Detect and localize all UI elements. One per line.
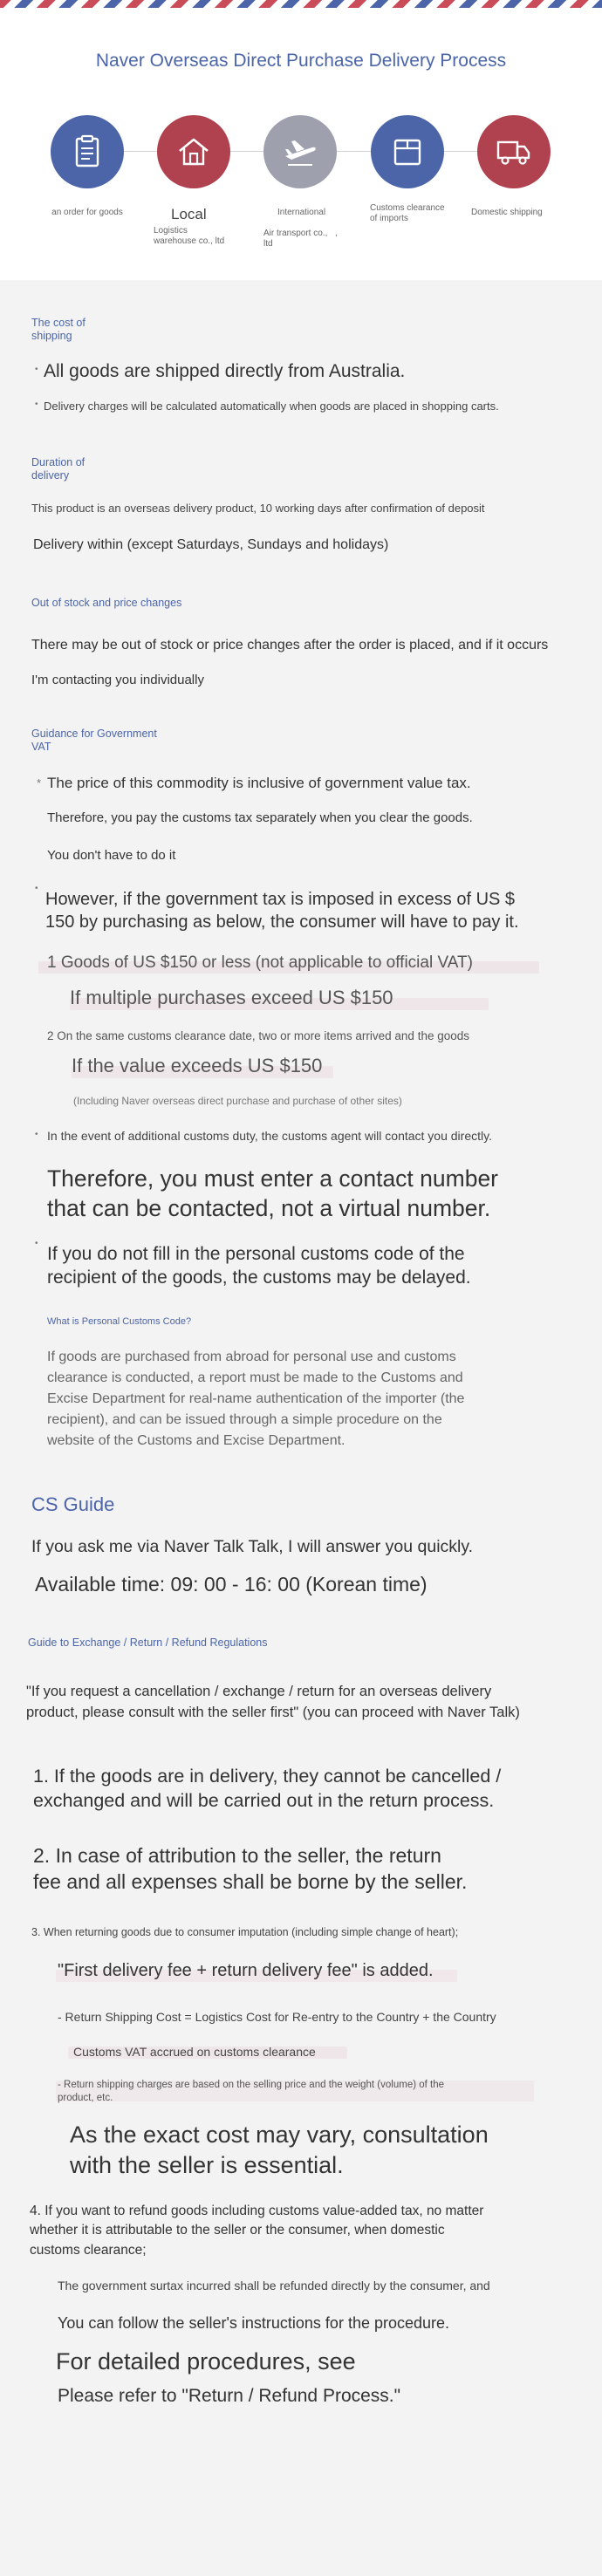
delivery-duration-title: Duration of delivery: [31, 456, 86, 482]
step-connector: [337, 151, 371, 152]
stock-changes-title: Out of stock and price changes: [31, 597, 182, 609]
return-rule-3: 3. When returning goods due to consumer imputation (including simple change of heart);: [31, 1926, 459, 1938]
step-order: [51, 115, 124, 188]
airplane-icon: [281, 133, 319, 171]
comma-mark: ,: [335, 229, 338, 238]
returns-title: Guide to Exchange / Return / Refund Regulations: [28, 1636, 268, 1649]
stock-changes-text: There may be out of stock or price changes after the order is placed, and if it occurs: [31, 638, 549, 653]
bullet-mark: •: [35, 365, 38, 374]
house-icon: [174, 133, 213, 171]
vat-item-1: 1 Goods of US $150 or less (not applicable to official VAT): [47, 953, 473, 972]
step-international: [263, 115, 337, 188]
bullet-mark: •: [35, 400, 38, 409]
step-domestic-shipping: [477, 115, 551, 188]
shipping-cost-title: The cost of shipping: [31, 317, 86, 342]
return-rule-4: 4. If you want to refund goods including customs value-added tax, no matter whether it is attributable to the seller or the consumer, when domestic customs clearance;: [30, 2204, 484, 2258]
clipboard-icon: [68, 133, 106, 171]
bullet-mark: •: [35, 1130, 38, 1139]
cs-hours-text: Available time: 09: 00 - 16: 00 (Korean time): [35, 1573, 428, 1595]
step-connector: [230, 151, 263, 152]
stock-contact-text: I'm contacting you individually: [31, 673, 204, 687]
return-vat-text: Customs VAT accrued on customs clearance: [73, 2045, 316, 2059]
step-sublabel: Air transport co., ltd: [263, 229, 328, 249]
step-label: Customs clearance of imports: [370, 203, 445, 223]
step-label: Domestic shipping: [471, 208, 543, 217]
pcc-warning-text: If you do not fill in the personal customs code of the recipient of the goods, the customs may be delayed.: [47, 1244, 471, 1288]
return-shipping-note: - Return shipping charges are based on the selling price and the weight (volume) of the product, etc.: [58, 2080, 445, 2103]
returns-intro-text: "If you request a cancellation / exchange / return for an overseas delivery product, please consult with the seller first" (you can proceed with Naver Talk): [26, 1684, 520, 1720]
bullet-mark: *: [37, 776, 42, 789]
step-connector: [444, 151, 477, 152]
return-cost-formula: - Return Shipping Cost = Logistics Cost for Re-entry to the Country + the Country: [58, 2010, 496, 2024]
pcc-answer-text: If goods are purchased from abroad for personal use and customs clearance is conducted, a report must be made to the Customs and Excise Department for real-name authentication of the importer (the recipient), and can be issued through a simple procedure on the website of the Customs and Excise Department.: [47, 1349, 465, 1448]
contact-number-notice: Therefore, you must enter a contact number that can be contacted, not a virtual number.: [47, 1165, 499, 1222]
shipping-charge-text: Delivery charges will be calculated automatically when goods are placed in shopping carts.: [44, 400, 499, 413]
detailed-procedures-text: For detailed procedures, see: [56, 2348, 356, 2374]
vat-no-need-text: You don't have to do it: [47, 848, 176, 863]
vat-title: Guidance for Government VAT: [31, 728, 157, 753]
step-customs: [371, 115, 444, 188]
bullet-mark: •: [35, 884, 38, 893]
page-title: Naver Overseas Direct Purchase Delivery Process: [95, 51, 507, 71]
delivery-exclusion-text: Delivery within (except Saturdays, Sundays and holidays): [33, 537, 389, 552]
vat-excess-text: However, if the government tax is imposed in excess of US $ 150 by purchasing as below, the consumer will have to pay it.: [45, 890, 519, 932]
vat-item-2-note: (Including Naver overseas direct purchase and purchase of other sites): [73, 1095, 402, 1107]
vat-inclusive-text: The price of this commodity is inclusive of government value tax.: [47, 775, 471, 791]
step-label-large: Local: [171, 206, 207, 222]
step-label: Logistics warehouse co., ltd: [154, 226, 225, 246]
step-connector: [124, 151, 157, 152]
shipping-origin-text: All goods are shipped directly from Australia.: [44, 361, 406, 381]
vat-item-2-sub: If the value exceeds US $150: [72, 1055, 323, 1076]
vat-item-1-sub: If multiple purchases exceed US $150: [70, 987, 393, 1008]
vat-separate-text: Therefore, you pay the customs tax separately when you clear the goods.: [47, 810, 473, 825]
airmail-border: [0, 0, 602, 8]
return-rule-2: 2. In case of attribution to the seller, the return fee and all expenses shall be borne by the seller.: [33, 1844, 468, 1893]
return-rule-1: 1. If the goods are in delivery, they cannot be cancelled / exchanged and will be carried out in the return process.: [33, 1766, 502, 1811]
seller-instructions-text: You can follow the seller's instructions for the procedure.: [58, 2314, 450, 2332]
pcc-question-label: What is Personal Customs Code?: [47, 1316, 192, 1327]
return-fee-text: "First delivery fee + return delivery fee" is added.: [58, 1961, 434, 1980]
consult-seller-notice: As the exact cost may vary, consultation with the seller is essential.: [70, 2122, 489, 2179]
step-local-warehouse: [157, 115, 230, 188]
refund-process-reference: Please refer to "Return / Refund Process.": [58, 2386, 401, 2406]
step-label: International: [277, 208, 326, 217]
surtax-refund-text: The government surtax incurred shall be refunded directly by the consumer, and: [58, 2279, 490, 2292]
vat-additional-duty-text: In the event of additional customs duty, the customs agent will contact you directly.: [47, 1129, 492, 1143]
vat-item-2: 2 On the same customs clearance date, two or more items arrived and the goods: [47, 1029, 469, 1042]
truck-icon: [495, 133, 533, 171]
cs-talk-text: If you ask me via Naver Talk Talk, I will answer you quickly.: [31, 1537, 474, 1556]
cs-guide-title: CS Guide: [31, 1493, 115, 1515]
delivery-duration-text: This product is an overseas delivery product, 10 working days after confirmation of deposit: [31, 502, 485, 515]
box-icon: [388, 133, 427, 171]
bullet-mark: •: [35, 1239, 38, 1248]
step-label: an order for goods: [51, 208, 123, 217]
